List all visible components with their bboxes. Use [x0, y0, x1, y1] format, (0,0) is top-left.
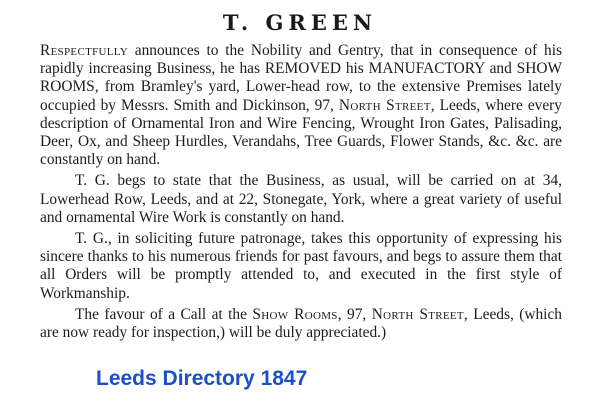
- paragraph-4-text3: , Leeds, (which are now ready for inspection,) will be duly appreciated.): [40, 305, 562, 342]
- paragraph-4: [40, 306, 562, 342]
- paragraph-4-street: North Street: [371, 305, 464, 323]
- paragraph-2: T. G. begs to state that the Business, as usual, will be carried on at 34, Lowerhead Row, Leeds, and at 22, Stonegate, York, where a great variety of useful and ornamental Wire Work is constantly on hand.: [40, 172, 562, 226]
- advert-title: T. GREEN: [222, 10, 378, 35]
- paragraph-1-street: North Street: [338, 96, 431, 114]
- source-caption: Leeds Directory 1847: [96, 367, 308, 390]
- paragraph-4-rooms: Show Rooms: [252, 305, 338, 323]
- paragraph-3: T. G., in soliciting future patronage, takes this opportunity of expressing his sincere thanks to his numerous friends for past favours, and begs to assure them that all Orders will be promptly attended to, and executed in the first style of Workmanship.: [40, 230, 562, 302]
- paragraph-1-text2: , Leeds, where every description of Ornamental Iron and Wire Fencing, Wrought Iron Gates, Palisading, Deer, Ox, and Sheep Hurdles, Verandahs, Tree Guards, Flower Stands, &c. &c. are constantly on hand.: [40, 96, 563, 169]
- paragraph-1-text: announces to the Nobility and Gentry, that in consequence of his rapidly increasing Business, he has REMOVED his MANUFACTORY and SHOW ROOMS, from Bramley's yard, Lower-head row, to the extensive Premises lately occupied by Messrs. Smith and Dickinson, 97,: [40, 42, 562, 114]
- paragraph-4-text2: , 97,: [337, 305, 372, 323]
- paragraph-4-text1: The favour of a Call at the: [75, 305, 253, 323]
- paragraph-1-lead: Respectfully: [40, 42, 128, 59]
- paragraph-1: [40, 42, 562, 169]
- advert-body: [40, 42, 562, 345]
